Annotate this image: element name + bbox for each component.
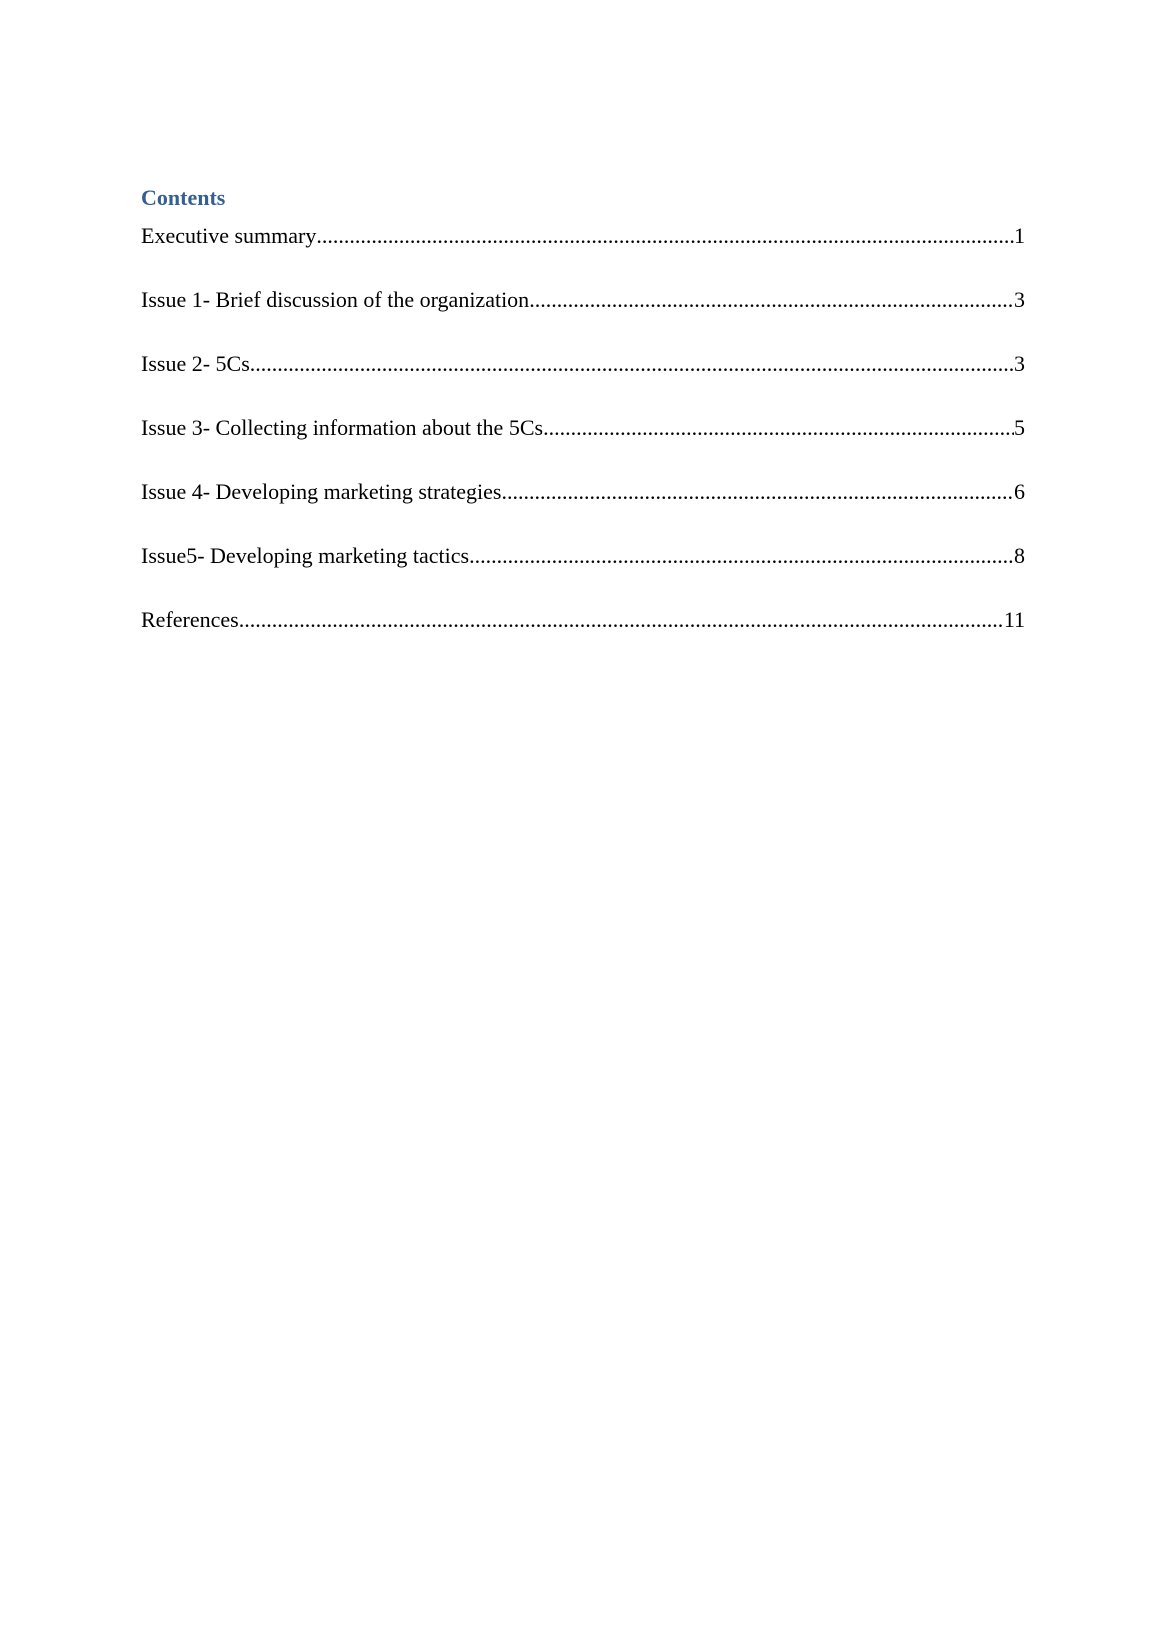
toc-entry-issue-5[interactable] [141, 543, 1025, 569]
toc-entry-title: Issue 4- Developing marketing strategies [141, 479, 502, 504]
toc-entry-page: 5 [1014, 415, 1025, 440]
toc-entry-page: 3 [1014, 287, 1025, 312]
toc-dot-leader [239, 607, 1004, 633]
toc-list [141, 223, 1025, 633]
toc-entry-issue-4[interactable] [141, 479, 1025, 505]
toc-entry-page: 3 [1014, 351, 1025, 376]
toc-entry-page: 6 [1014, 479, 1025, 504]
toc-entry-title: References [141, 607, 239, 632]
toc-dot-leader [250, 351, 1014, 377]
toc-dot-leader [529, 287, 1014, 313]
toc-entry-executive-summary[interactable] [141, 223, 1025, 249]
toc-entry-title: Issue 1- Brief discussion of the organization [141, 287, 530, 312]
toc-dot-leader [316, 223, 1014, 249]
toc-entry-title: Issue5- Developing marketing tactics [141, 543, 470, 568]
toc-entry-page: 8 [1014, 543, 1025, 568]
toc-dot-leader [543, 415, 1014, 441]
toc-heading: Contents [141, 185, 226, 210]
toc-dot-leader [469, 543, 1014, 569]
toc-entry-references[interactable] [141, 607, 1025, 633]
toc-entry-title: Issue 2- 5Cs [141, 351, 250, 376]
toc-dot-leader [501, 479, 1014, 505]
toc-entry-issue-3[interactable] [141, 415, 1025, 441]
toc-entry-page: 11 [1003, 607, 1025, 632]
toc-entry-title: Executive summary [141, 223, 317, 248]
toc-entry-issue-2[interactable] [141, 351, 1025, 377]
toc-entry-title: Issue 3- Collecting information about the 5Cs [141, 415, 544, 440]
table-of-contents [141, 183, 1025, 633]
toc-entry-page: 1 [1014, 223, 1025, 248]
toc-entry-issue-1[interactable] [141, 287, 1025, 313]
